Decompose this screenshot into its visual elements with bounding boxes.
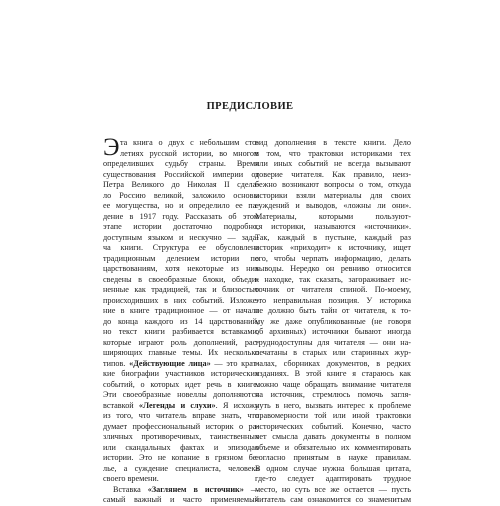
text-line: труднодоступны для читателя — они на-: [255, 337, 411, 347]
text-line: ширяющих главные темы. Их несколько: [103, 348, 259, 357]
text-line: нуть в него, вызвать интерес к проблеме: [255, 400, 411, 410]
text-line: Эти своеобразные новеллы дополняются: [103, 390, 259, 399]
text-line: доверие читателя. Как правило, неиз-: [255, 169, 411, 179]
text-line: в том, что трактовки историками тех: [255, 148, 411, 158]
text-line: налах, сборниках документов, в редких: [255, 358, 411, 368]
text-line: правомерности той или иной трактовки: [255, 411, 411, 420]
text-line: самый важный и часто применяемый: [103, 495, 259, 504]
text-line: типов. «Действующие лица» — это крат-: [103, 358, 259, 368]
left-text-column: [103, 134, 259, 506]
text-line: или иных событий не всегда вызывают: [255, 159, 411, 168]
text-line: доступным языком и нескучно — зада-: [103, 232, 259, 242]
text-line: до конца каждого из 14 царствований,: [103, 316, 259, 326]
text-line: происходивших в них событий. Изложе-: [103, 295, 259, 305]
text-line: нет смысла давать документы в полном: [255, 432, 411, 441]
text-line: Материалы, которыми пользуют-: [255, 211, 411, 221]
text-line: ча книги. Структура ее обусловлена: [103, 243, 259, 252]
text-line: Вставка «Заглянем в источник» —: [113, 484, 259, 494]
text-line: ло Россию великой, заложило основы: [103, 190, 259, 200]
text-line: думает профессиональный историк о ра-: [103, 421, 259, 431]
text-line: суждений и выводов, «ложны ли они».: [255, 201, 411, 210]
text-line: место, но суть все же остается — пусть: [255, 484, 411, 494]
text-line: дение в 1917 году. Рассказать об этом: [103, 211, 259, 221]
inline-heading: «Действующие лица»: [129, 358, 211, 368]
text-line: выводы. Нередко он ревниво относится: [255, 264, 411, 273]
text-line: ние в книге традиционное — от начала: [103, 306, 259, 315]
drop-cap: Э: [103, 134, 120, 161]
text-line: сведены в своеобразные блоки, объеди-: [103, 274, 259, 284]
text-line: его, чтобы черпать информацию, делать: [255, 253, 411, 263]
text-line: это неправильная позиция. У историка: [255, 295, 411, 305]
text-line: событий, о которых идет речь в книге.: [103, 379, 259, 389]
text-line: В одном случае нужна большая цитата,: [255, 463, 411, 473]
inline-heading: «Легенды и слухи»: [138, 400, 216, 410]
text-line: му же даже опубликованные (не говоря: [255, 316, 411, 326]
text-line: историки взяли материалы для своих: [255, 190, 411, 200]
text-line: согласно принятым в науке правилам.: [255, 453, 411, 462]
text-line: своего времени.: [103, 474, 159, 483]
text-line: бежно возникают вопросы о том, откуда: [255, 180, 411, 189]
text-line: летиях русской истории, во многом: [120, 148, 259, 158]
text-line: вставкой «Легенды и слухи». Я исхожу: [103, 400, 259, 410]
text-line: Петра Великого до Николая II сдела-: [103, 180, 259, 189]
page-title: ПРЕДИСЛОВИЕ: [206, 101, 294, 112]
text-line: которые играют роль дополнений, рас-: [103, 337, 259, 347]
text-line: Так, каждый в пустыне, каждый раз: [255, 232, 411, 242]
text-line: ее могущества, но и определило ее па-: [103, 201, 259, 210]
text-line: об архивных) источники бывают иногда: [255, 327, 411, 336]
text-line: этапе истории достаточно подробно,: [103, 222, 259, 231]
text-line: можно чаще обращать внимание читателя: [255, 379, 411, 389]
text-line: та книга о двух с небольшим сто-: [120, 138, 259, 147]
text-line: определивших судьбу страны. Время: [103, 159, 259, 168]
text-line: или скандальных фактах и эпизодах: [103, 442, 259, 452]
text-line: на источник, стремлюсь помочь загля-: [255, 390, 411, 399]
text-line: точник от читателя спиной. По-моему,: [255, 285, 411, 294]
text-line: из того, что читатель вправе знать, что: [103, 411, 259, 420]
text-line: печатаны в старых или старинных жур-: [255, 348, 411, 357]
text-line: зличных противоречивых, таинственных: [103, 432, 259, 441]
text-line: ся историки, называются «источники».: [255, 222, 411, 231]
text-line: ненные как традицией, так и близостью: [103, 285, 259, 294]
text-line: где-то следует адаптировать трудное: [255, 474, 411, 483]
text-line: изданиях. В этой книге я стараюсь как: [255, 369, 411, 378]
text-line: объеме и обязательно их комментировать: [255, 442, 411, 452]
text-line: вид дополнения в тексте книги. Дело: [255, 138, 411, 147]
text-line: традиционным делением истории по: [103, 253, 259, 263]
text-line: кие биографии участников исторических: [103, 369, 259, 378]
text-line: существования Российской империи от: [103, 169, 259, 179]
text-line: читатель сам ознакомится со знаменитым: [255, 495, 411, 504]
text-line: царствованиям, хотя некоторые из них: [103, 264, 259, 273]
text-line: историк «приходит» к источнику, ищет: [255, 243, 411, 252]
text-line: лье, а суждение специалиста, человека: [103, 463, 259, 473]
inline-heading: «Заглянем в источник»: [147, 484, 244, 494]
text-line: к находке, так сказать, загораживает ис-: [255, 274, 411, 284]
right-text-column: [255, 138, 411, 506]
text-line: не должно быть тайн от читателя, к то-: [255, 306, 411, 315]
text-line: исторических событий. Конечно, часто: [255, 421, 411, 431]
text-line: но текст книги разбивается вставками,: [103, 327, 259, 336]
text-line: истории. Это не копание в грязном бе-: [103, 453, 259, 462]
